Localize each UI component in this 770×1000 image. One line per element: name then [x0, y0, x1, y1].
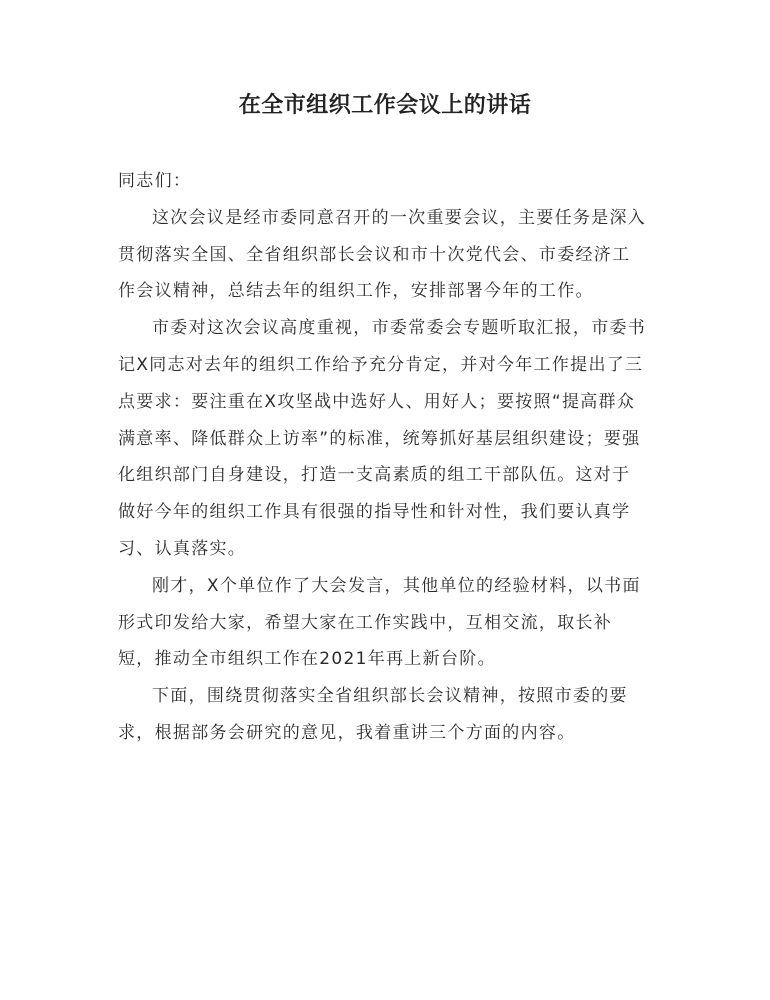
document-body	[118, 163, 648, 752]
paragraph-1: 这次会议是经市委同意召开的一次重要会议，主要任务是深入贯彻落实全国、全省组织部长会议和市十次党代会、市委经济工作会议精神，总结去年的组织工作，安排部署今年的工作。	[118, 207, 647, 302]
paragraph-4: 下面，围绕贯彻落实全省组织部长会议精神，按照市委的要求，根据部务会研究的意见，我着重讲三个方面的内容。	[118, 686, 628, 743]
document-title: 在全市组织工作会议上的讲话	[238, 93, 532, 118]
paragraph-3: 刚才，X个单位作了大会发言，其他单位的经验材料，以书面形式印发给大家，希望大家在工作实践中，互相交流，取长补短，推动全市组织工作在2021年再上新台阶。	[118, 575, 641, 670]
salutation: 同志们：	[118, 171, 192, 191]
paragraph-2: 市委对这次会议高度重视，市委常委会专题听取汇报，市委书记X同志对去年的组织工作给予充分肯定，并对今年工作提出了三点要求：要注重在X攻坚战中选好人、用好人；要按照“提高群众满意率、降低群众上访率”的标准，统筹抓好基层组织建设；要强化组织部门自身建设，打造一支高素质的组工干部队伍。这对于做好今年的组织工作具有很强的指导性和针对性，我们要认真学习、认真落实。	[118, 318, 647, 559]
